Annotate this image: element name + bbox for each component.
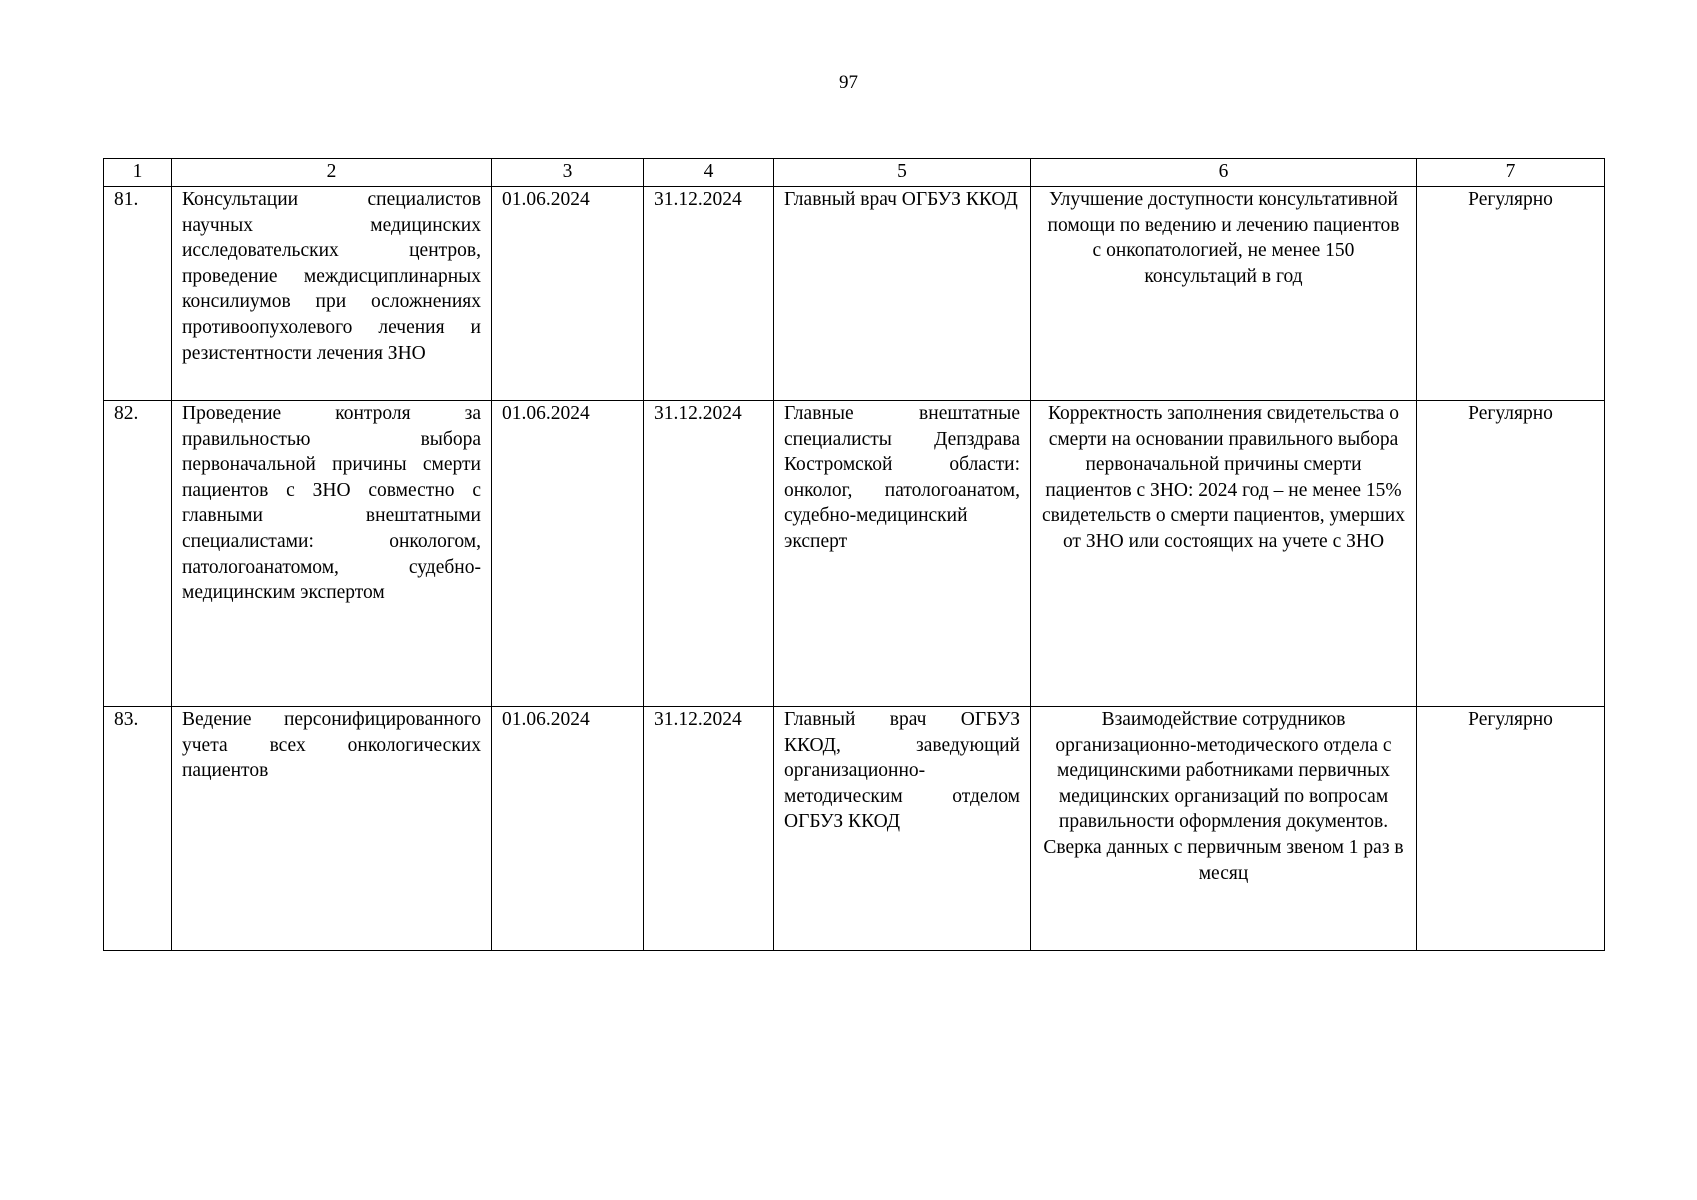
frequency-cell: Регулярно xyxy=(1417,707,1605,951)
result-cell xyxy=(1031,707,1417,951)
column-number: 4 xyxy=(644,159,774,187)
column-number: 6 xyxy=(1031,159,1417,187)
result-cell: Улучшение доступности консультативной помощи по ведению и лечению пациентов с онкопатологией, не менее 150 консультаций в год xyxy=(1031,187,1417,401)
row-number: 81. xyxy=(104,187,172,401)
start-date-cell: 01.06.2024 xyxy=(492,187,644,401)
table-row xyxy=(104,187,1605,401)
result-cell: Корректность заполнения свидетельства о смерти на основании правильного выбора первоначальной причины смерти пациентов с ЗНО: 2024 год – не менее 15% свидетельств о смерти пациентов, умерших от ЗНО или состоящих на учете с ЗНО xyxy=(1031,401,1417,707)
frequency-cell: Регулярно xyxy=(1417,401,1605,707)
column-number: 1 xyxy=(104,159,172,187)
plan-table xyxy=(103,158,1605,951)
column-number: 7 xyxy=(1417,159,1605,187)
page-number: 97 xyxy=(839,72,858,93)
activity-cell: Консультации специалистов научных медицинских исследовательских центров, проведение междисциплинарных консилиумов при осложнениях противоопухолевого лечения и резистентности лечения ЗНО xyxy=(172,187,492,401)
start-date-cell: 01.06.2024 xyxy=(492,401,644,707)
column-number-row xyxy=(104,159,1605,187)
responsible-cell: Главный врач ОГБУЗ ККОД, заведующий организационно-методическим отделом ОГБУЗ ККОД xyxy=(774,707,1031,951)
result-line: Сверка данных с первичным звеном 1 раз в месяц xyxy=(1043,836,1404,884)
row-number: 83. xyxy=(104,707,172,951)
column-number: 2 xyxy=(172,159,492,187)
end-date-cell: 31.12.2024 xyxy=(644,187,774,401)
column-number: 5 xyxy=(774,159,1031,187)
activity-cell: Ведение персонифицированного учета всех онкологических пациентов xyxy=(172,707,492,951)
column-number: 3 xyxy=(492,159,644,187)
end-date-cell: 31.12.2024 xyxy=(644,401,774,707)
activity-cell: Проведение контроля за правильностью выбора первоначальной причины смерти пациентов с ЗНО совместно с главными внештатными специалистами: онкологом, патологоанатомом, судебно-медицинским экспертом xyxy=(172,401,492,707)
result-line: Взаимодействие сотрудников организационно-методического отдела с медицинскими работниками первичных медицинских организаций по вопросам правильности оформления документов. xyxy=(1055,709,1392,833)
end-date-cell: 31.12.2024 xyxy=(644,707,774,951)
frequency-cell: Регулярно xyxy=(1417,187,1605,401)
table-row xyxy=(104,707,1605,951)
start-date-cell: 01.06.2024 xyxy=(492,707,644,951)
responsible-cell: Главный врач ОГБУЗ ККОД xyxy=(774,187,1031,401)
row-number: 82. xyxy=(104,401,172,707)
table-row xyxy=(104,401,1605,707)
responsible-cell: Главные внештатные специалисты Депздрава Костромской области: онколог, патологоанатом, судебно-медицинский эксперт xyxy=(774,401,1031,707)
